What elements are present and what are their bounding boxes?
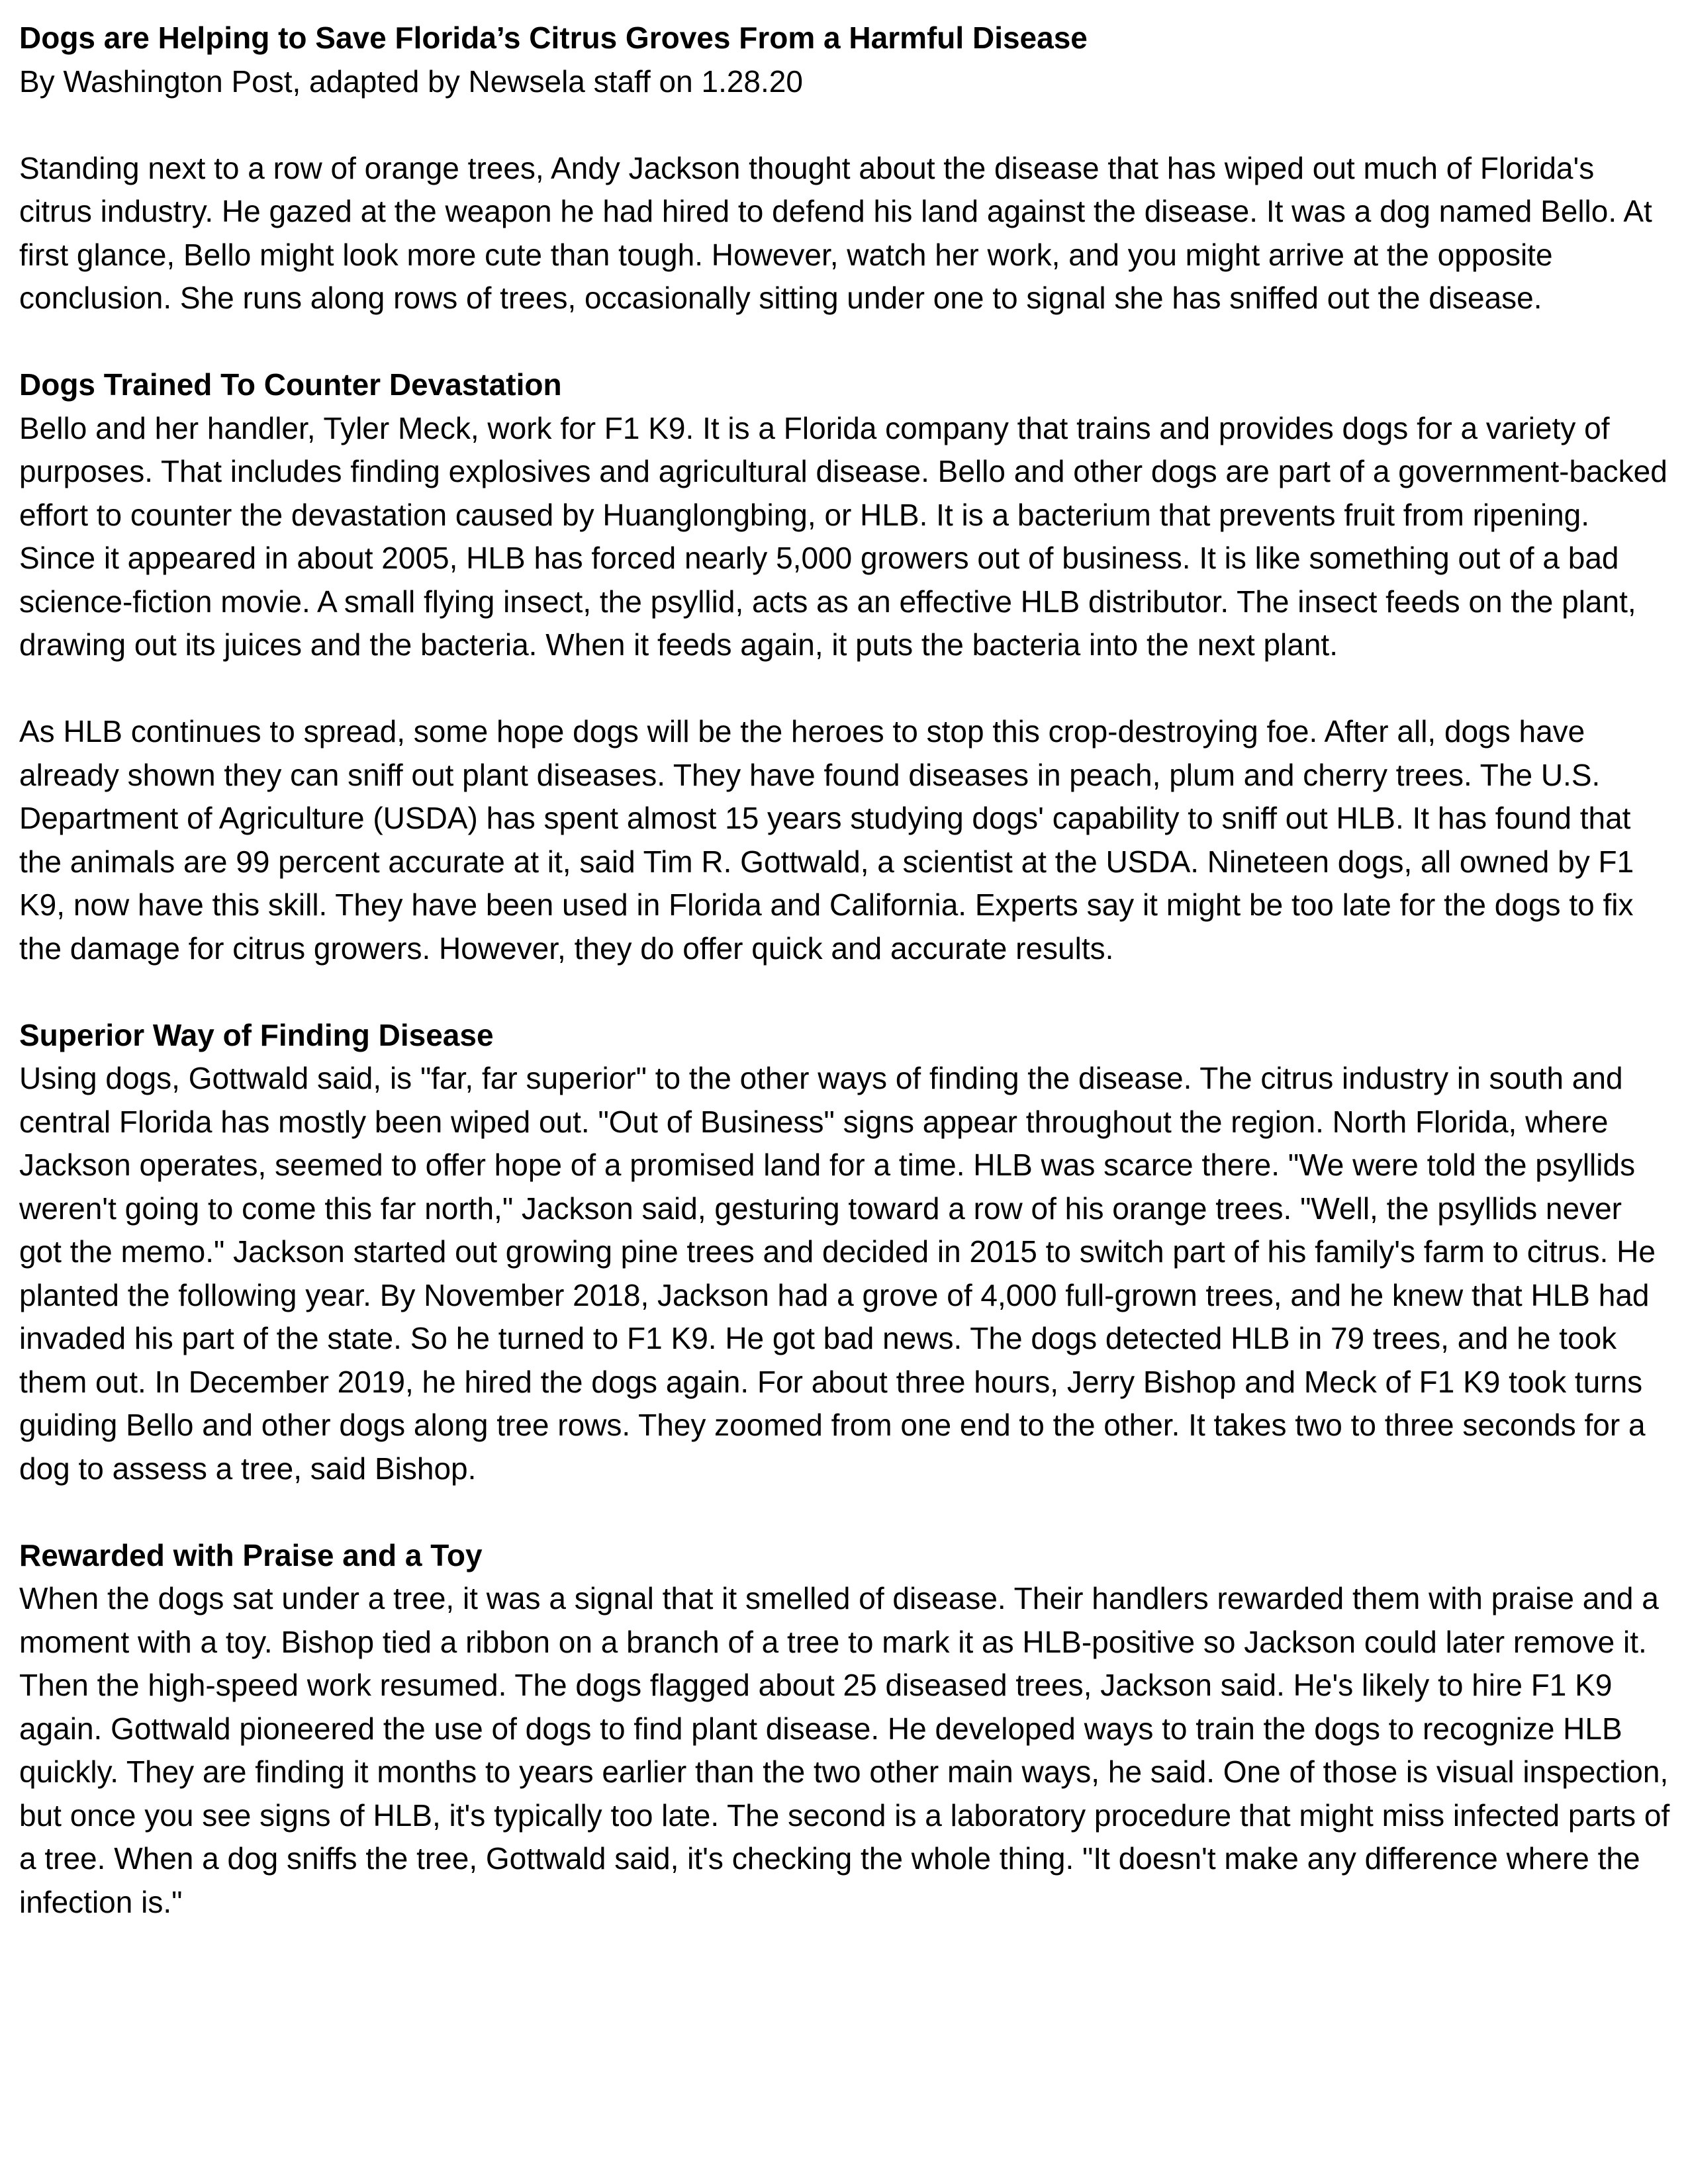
section-heading-superior-way: Superior Way of Finding Disease [19, 1017, 494, 1052]
spacer [19, 1490, 1671, 1534]
paragraph-rewarded: When the dogs sat under a tree, it was a signal that it smelled of disease. Their handlers rewarded them with praise and a moment with a toy. Bishop tied a ribbon on a branch of a tree to mark it as HLB-positive so Jackson could later remove it. Then the high-speed work resumed. The dogs flagged about 25 diseased trees, Jackson said. He's likely to hire F1 K9 again. Gottwald pioneered the use of dogs to find plant disease. He developed ways to train the dogs to recognize HLB quickly. They are finding it months to years earlier than the two other main ways, he said. One of those is visual inspection, but once you see signs of HLB, it's typically too late. The second is a laboratory procedure that might miss infected parts of a tree. When a dog sniffs the tree, Gottwald said, it's checking the whole thing. "It doesn't make any difference where the infection is." [19, 1581, 1670, 1919]
paragraph-hlb-spread: As HLB continues to spread, some hope dogs will be the heroes to stop this crop-destroying foe. After all, dogs have already shown they can sniff out plant diseases. They have found diseases in peach, plum and cherry trees. The U.S. Department of Agriculture (USDA) has spent almost 15 years studying dogs' capability to sniff out HLB. It has found that the animals are 99 percent accurate at it, said Tim R. Gottwald, a scientist at the USDA. Nineteen dogs, all owned by F1 K9, now have this skill. They have been used in Florida and California. Experts say it might be too late for the dogs to fix the damage for citrus growers. However, they do offer quick and accurate results. [19, 714, 1634, 966]
section-heading-rewarded: Rewarded with Praise and a Toy [19, 1537, 483, 1572]
section-heading-dogs-trained: Dogs Trained To Counter Devastation [19, 367, 562, 402]
spacer [19, 970, 1671, 1014]
article-byline: By Washington Post, adapted by Newsela staff on 1.28.20 [19, 64, 803, 99]
article-title: Dogs are Helping to Save Florida’s Citrus Groves From a Harmful Disease [19, 21, 1088, 55]
spacer [19, 320, 1671, 364]
spacer [19, 667, 1671, 711]
paragraph-dogs-trained: Bello and her handler, Tyler Meck, work for F1 K9. It is a Florida company that trains and provides dogs for a variety of purposes. That includes finding explosives and agricultural disease. Bello and other dogs are part of a government-backed effort to counter the devastation caused by Huanglongbing, or HLB. It is a bacterium that prevents fruit from ripening. Since it appeared in about 2005, HLB has forced nearly 5,000 growers out of business. It is like something out of a bad science-fiction movie. A small flying insect, the psyllid, acts as an effective HLB distributor. The insect feeds on the plant, drawing out its juices and the bacteria. When it feeds again, it puts the bacteria into the next plant. [19, 410, 1667, 662]
paragraph-intro: Standing next to a row of orange trees, Andy Jackson thought about the disease that has wiped out much of Florida's citrus industry. He gazed at the weapon he had hired to defend his land against the disease. It was a dog named Bello. At first glance, Bello might look more cute than tough. However, watch her work, and you might arrive at the opposite conclusion. She runs along rows of trees, occasionally sitting under one to signal she has sniffed out the disease. [19, 150, 1652, 315]
article [19, 17, 1671, 1924]
paragraph-superior-way: Using dogs, Gottwald said, is "far, far superior" to the other ways of finding the disease. The citrus industry in south and central Florida has mostly been wiped out. "Out of Business" signs appear throughout the region. North Florida, where Jackson operates, seemed to offer hope of a promised land for a time. HLB was scarce there. "We were told the psyllids weren't going to come this far north," Jackson said, gesturing toward a row of his orange trees. "Well, the psyllids never got the memo." Jackson started out growing pine trees and decided in 2015 to switch part of his family's farm to citrus. He planted the following year. By November 2018, Jackson had a grove of 4,000 full-grown trees, and he knew that HLB had invaded his part of the state. So he turned to F1 K9. He got bad news. The dogs detected HLB in 79 trees, and he took them out. In December 2019, he hired the dogs again. For about three hours, Jerry Bishop and Meck of F1 K9 took turns guiding Bello and other dogs along tree rows. They zoomed from one end to the other. It takes two to three seconds for a dog to assess a tree, said Bishop. [19, 1061, 1656, 1486]
spacer [19, 103, 1671, 147]
